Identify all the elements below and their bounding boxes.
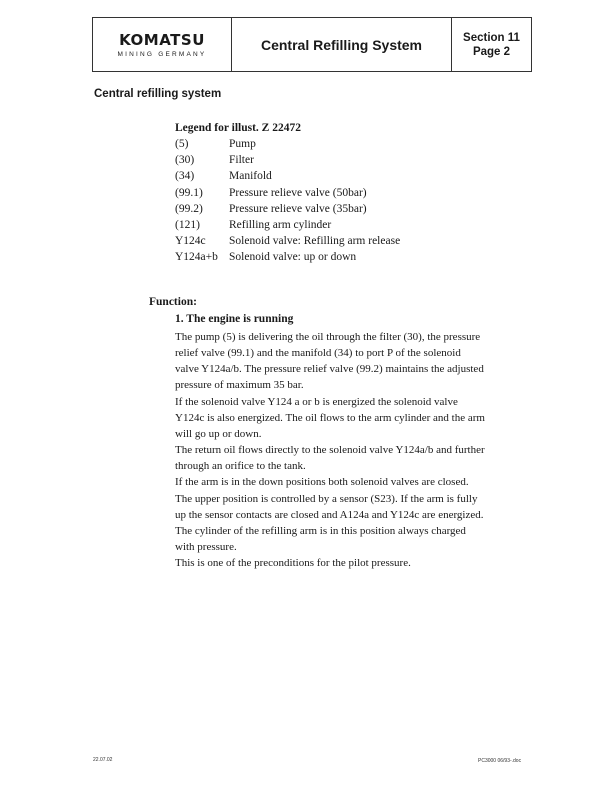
legend-item: [175, 249, 400, 265]
body-line: Y124c is also energized. The oil flows to the arm cylinder and the arm: [175, 411, 485, 424]
legend-key: (5): [175, 138, 189, 150]
legend-key: Y124c: [175, 235, 206, 248]
body-line: This is one of the preconditions for the pilot pressure.: [175, 557, 411, 570]
legend-key: (99.2): [175, 202, 203, 215]
legend-item: [175, 201, 400, 217]
legend-label: Solenoid valve: up or down: [229, 251, 357, 264]
legend-label: Solenoid valve: Refilling arm release: [229, 235, 401, 248]
legend-label: Pressure relieve valve (35bar): [229, 202, 367, 215]
logo-subtitle: MINING GERMANY: [117, 50, 207, 58]
legend-label: Pressure relieve valve (50bar): [229, 186, 367, 199]
body-line: The pump (5) is delivering the oil through the filter (30), the pressure: [175, 331, 481, 343]
body-line: through an orifice to the tank.: [175, 460, 306, 473]
body-line: pressure of maximum 35 bar.: [175, 379, 304, 392]
legend-label: Filter: [229, 154, 254, 167]
footer-filename: PC3000 06/93-.doc: [478, 758, 522, 764]
body-line: If the solenoid valve Y124 a or b is energized the solenoid valve: [175, 395, 458, 408]
body-line: The return oil flows directly to the solenoid valve Y124a/b and further: [175, 444, 485, 457]
body-line: with pressure.: [175, 541, 237, 554]
legend-item: [175, 168, 400, 184]
document-title: Central Refilling System: [232, 18, 452, 71]
header-box: [92, 17, 532, 72]
legend-item: [175, 152, 400, 168]
legend-key: (121): [175, 218, 200, 231]
company-logo: [93, 18, 232, 71]
function-body: [175, 329, 535, 571]
function-label: Function:: [149, 296, 197, 308]
legend-label: Refilling arm cylinder: [229, 218, 332, 231]
page-number: Page 2: [472, 45, 511, 58]
section-info: [452, 18, 531, 71]
page-heading: Central refilling system: [94, 88, 222, 100]
legend-key: (34): [175, 170, 195, 183]
body-line: will go up or down.: [175, 427, 262, 440]
legend-item: [175, 217, 400, 233]
legend-item: [175, 185, 400, 201]
legend-key: (99.1): [175, 186, 203, 199]
legend-item: [175, 233, 400, 249]
body-line: relief valve (99.1) and the manifold (34) to port P of the solenoid: [175, 347, 461, 360]
legend-list: [175, 136, 400, 266]
legend-item: [175, 136, 400, 152]
section-number: Section 11: [463, 31, 520, 44]
body-line: valve Y124a/b. The pressure relief valve (99.2) maintains the adjusted: [175, 363, 484, 376]
legend-title: Legend for illust. Z 22472: [175, 122, 301, 134]
logo-wordmark: KOMATSU: [119, 30, 205, 49]
legend-key: (30): [175, 154, 195, 167]
body-line: up the sensor contacts are closed and A124a and Y124c are energized.: [175, 508, 484, 521]
function-subtitle: 1. The engine is running: [175, 313, 294, 325]
legend-key: Y124a+b: [175, 251, 218, 264]
legend-label: Pump: [229, 138, 256, 150]
body-line: If the arm is in the down positions both solenoid valves are closed.: [175, 476, 469, 489]
footer-date: 22.07.02: [93, 757, 113, 763]
body-line: The upper position is controlled by a sensor (S23). If the arm is fully: [175, 492, 478, 505]
body-line: The cylinder of the refilling arm is in this position always charged: [175, 524, 466, 537]
legend-label: Manifold: [229, 170, 272, 183]
